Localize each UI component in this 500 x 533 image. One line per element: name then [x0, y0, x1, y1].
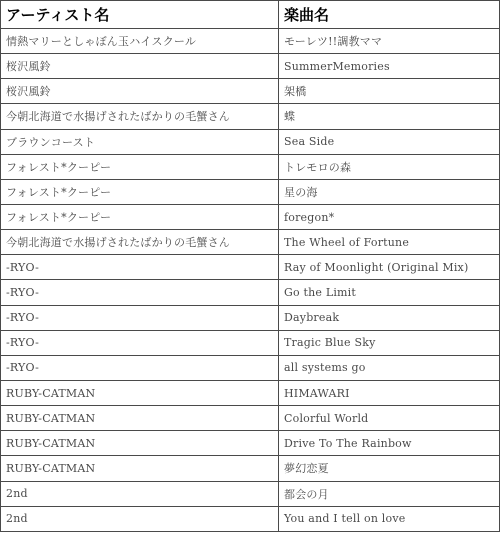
song-cell: all systems go	[279, 355, 500, 380]
song-cell: The Wheel of Fortune	[279, 230, 500, 255]
table-row	[1, 481, 500, 506]
artist-cell: 今朝北海道で水揚げされたばかりの毛蟹さん	[1, 104, 279, 129]
table-row	[1, 104, 500, 129]
table-row	[1, 230, 500, 255]
artist-cell: RUBY-CATMAN	[1, 456, 279, 481]
table-header	[1, 1, 500, 29]
artist-cell: 2nd	[1, 481, 279, 506]
song-cell: 星の海	[279, 179, 500, 204]
artist-cell: RUBY-CATMAN	[1, 406, 279, 431]
artist-cell: 桜沢風鈴	[1, 79, 279, 104]
song-cell: 都会の月	[279, 481, 500, 506]
table-row	[1, 456, 500, 481]
artist-cell: 情熱マリーとしゃぼん玉ハイスクール	[1, 29, 279, 54]
artist-cell: フォレスト*クーピー	[1, 154, 279, 179]
table-row	[1, 54, 500, 79]
table-row	[1, 129, 500, 154]
song-cell: モーレツ!!調教ママ	[279, 29, 500, 54]
artist-cell: RUBY-CATMAN	[1, 431, 279, 456]
table-row	[1, 179, 500, 204]
song-cell: 架橋	[279, 79, 500, 104]
artist-column-header: アーティスト名	[1, 1, 279, 29]
artist-cell: RUBY-CATMAN	[1, 380, 279, 405]
table-row	[1, 305, 500, 330]
table-row	[1, 29, 500, 54]
table-row	[1, 406, 500, 431]
table-row	[1, 280, 500, 305]
artist-cell: 桜沢風鈴	[1, 54, 279, 79]
artist-cell: フォレスト*クーピー	[1, 179, 279, 204]
song-cell: Drive To The Rainbow	[279, 431, 500, 456]
song-cell: Daybreak	[279, 305, 500, 330]
table-row	[1, 204, 500, 229]
song-cell: トレモロの森	[279, 154, 500, 179]
song-cell: 夢幻恋夏	[279, 456, 500, 481]
song-cell: Colorful World	[279, 406, 500, 431]
table-body	[1, 29, 500, 532]
artist-cell: 今朝北海道で水揚げされたばかりの毛蟹さん	[1, 230, 279, 255]
table-row	[1, 380, 500, 405]
table-row	[1, 330, 500, 355]
table-row	[1, 506, 500, 531]
artist-cell: -RYO-	[1, 355, 279, 380]
header-row	[1, 1, 500, 29]
artist-cell: -RYO-	[1, 255, 279, 280]
artist-cell: -RYO-	[1, 280, 279, 305]
artist-cell: ブラウンコースト	[1, 129, 279, 154]
song-column-header: 楽曲名	[279, 1, 500, 29]
table-row	[1, 355, 500, 380]
artist-cell: -RYO-	[1, 330, 279, 355]
song-cell: HIMAWARI	[279, 380, 500, 405]
artist-cell: -RYO-	[1, 305, 279, 330]
table-row	[1, 255, 500, 280]
song-cell: Tragic Blue Sky	[279, 330, 500, 355]
song-cell: Go the Limit	[279, 280, 500, 305]
song-cell: Sea Side	[279, 129, 500, 154]
artist-cell: フォレスト*クーピー	[1, 204, 279, 229]
song-cell: You and I tell on love	[279, 506, 500, 531]
artist-cell: 2nd	[1, 506, 279, 531]
song-cell: foregon*	[279, 204, 500, 229]
song-cell: 蝶	[279, 104, 500, 129]
table-row	[1, 154, 500, 179]
table-row	[1, 431, 500, 456]
song-cell: SummerMemories	[279, 54, 500, 79]
table-row	[1, 79, 500, 104]
song-cell: Ray of Moonlight (Original Mix)	[279, 255, 500, 280]
